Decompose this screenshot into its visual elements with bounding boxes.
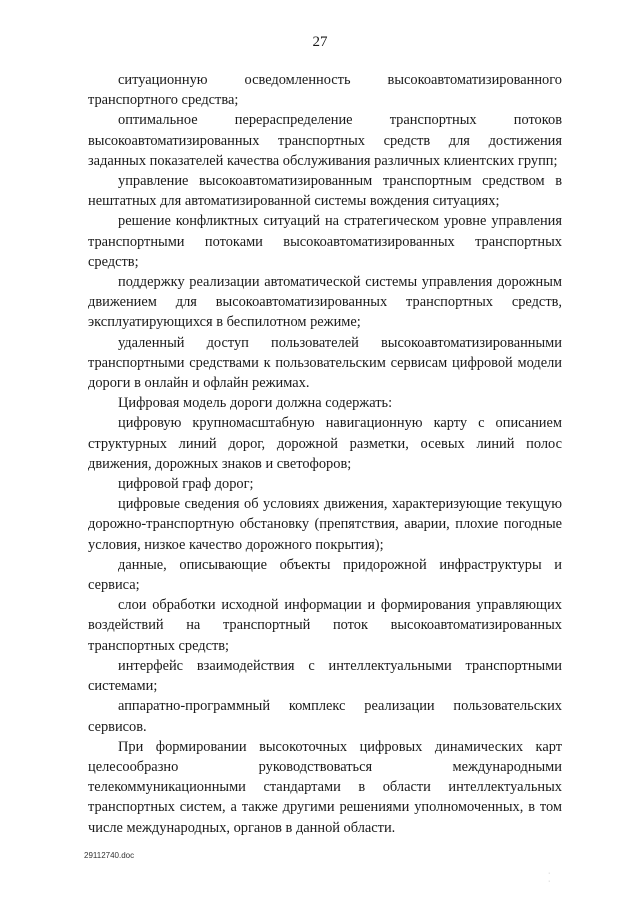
paragraph: цифровой граф дорог;	[118, 476, 254, 493]
paragraph: данные, описывающие объекты придорожной инфраструктуры и сервиса;	[88, 556, 562, 594]
paragraph: удаленный доступ пользователей высокоавтоматизированными транспортными средствами к пользовательским сервисам цифровой модели дороги в онлайн и офлайн режимах.	[88, 334, 562, 392]
paragraph: поддержку реализации автоматической системы управления дорожным движением для высокоавтоматизированных транспортных средств, эксплуатирующихся в беспилотном режиме;	[88, 274, 562, 331]
document-body	[88, 70, 562, 838]
paragraph: интерфейс взаимодействия с интеллектуальными транспортными системами;	[88, 657, 562, 695]
paragraph: ситуационную осведомленность высокоавтоматизированного транспортного средства;	[88, 72, 562, 109]
paragraph: оптимальное перераспределение транспортных потоков высокоавтоматизированных транспортных средств для достижения заданных показателей качества обслуживания различных клиентских групп;	[88, 112, 562, 169]
paragraph: управление высокоавтоматизированным транспортным средством в нештатных для автоматизированной системы вождения ситуациях;	[88, 173, 562, 210]
scan-artifact-dot: ·	[548, 878, 551, 885]
page-number: 27	[312, 34, 328, 50]
footer-file-code: 29112740.doc	[84, 851, 135, 860]
paragraph: решение конфликтных ситуаций на стратегическом уровне управления транспортными потоками высокоавтоматизированных транспортных средств;	[88, 213, 562, 270]
paragraph: цифровые сведения об условиях движения, характеризующие текущую дорожно-транспортную обстановку (препятствия, аварии, плохие погодные условия, низкое качество дорожного покрытия);	[88, 496, 562, 553]
paragraph: Цифровая модель дороги должна содержать:	[118, 395, 393, 412]
paragraph: При формировании высокоточных цифровых динамических карт целесообразно руководствоваться международными телекоммуникационными стандартами в области интеллектуальных транспортных систем, а также другими решениями уполномоченных, в том числе международных, органов в данной области.	[88, 738, 562, 836]
paragraph: аппаратно-программный комплекс реализации пользовательских сервисов.	[88, 698, 562, 735]
scan-artifact-dot: ·	[548, 870, 551, 877]
paragraph: слои обработки исходной информации и формирования управляющих воздействий на транспортный поток высокоавтоматизированных транспортных средств;	[88, 597, 562, 654]
paragraph: цифровую крупномасштабную навигационную карту с описанием структурных линий дорог, дорожной разметки, осевых линий полос движения, дорожных знаков и светофоров;	[88, 415, 562, 472]
